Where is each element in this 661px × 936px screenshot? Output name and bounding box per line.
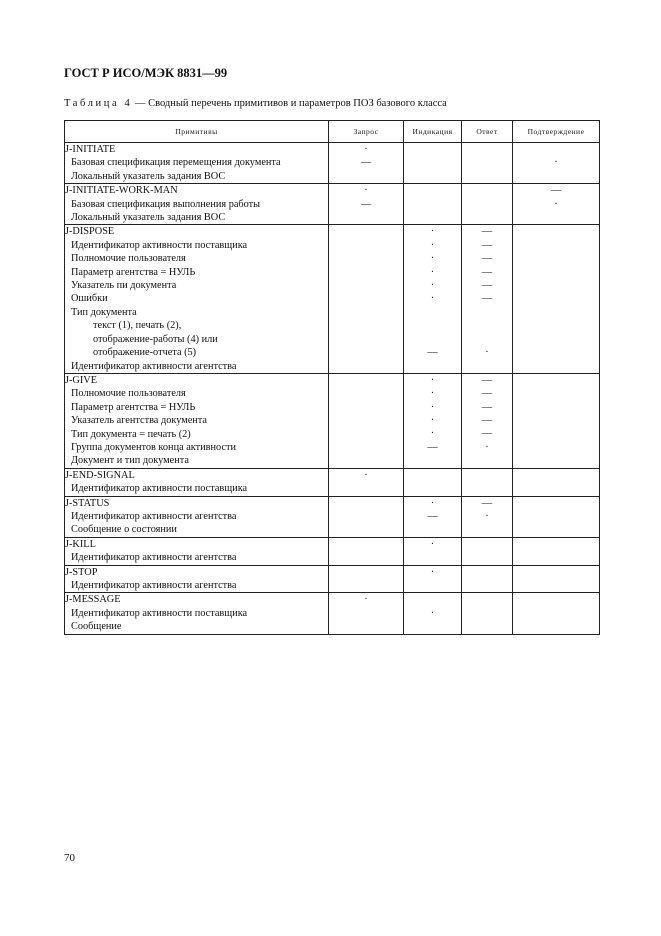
response-mark: — [481,266,493,278]
table-body [65,143,600,635]
request-mark [329,607,403,620]
parameter-name: Базовая спецификация выполнения работы [71,198,261,210]
table-caption-text: — Сводный перечень примитивов и параметров ПОЗ базового класса [132,98,447,109]
primitive-name: J-STATUS [65,497,110,509]
response-cell [462,184,513,225]
indication-mark [404,306,461,319]
response-mark: — [481,415,493,427]
confirmation-mark [513,538,599,551]
confirmation-mark [513,252,599,265]
indication-mark: — [427,346,438,358]
indication-cell [404,565,462,593]
response-mark: — [481,374,493,386]
response-mark [462,593,512,606]
column-header-confirmation: Подтверждение [513,121,600,143]
parameter-name: Сообщение [71,621,122,633]
request-mark [329,279,403,292]
confirmation-mark [513,374,599,387]
response-mark: — [481,280,493,291]
request-mark [329,306,403,319]
primitive-group-row [65,225,600,373]
primitive-cell [65,184,329,225]
response-cell [462,565,513,593]
confirmation-mark [513,387,599,400]
request-mark: · [364,594,368,606]
confirmation-mark [513,510,599,523]
primitive-name: J-END-SIGNAL [65,469,135,481]
parameter-subvalue: отображение-работы (4) или [93,333,218,345]
parameter-name: Параметр агентства = НУЛЬ [71,266,196,278]
confirmation-cell [513,537,600,565]
primitive-group-row [65,593,600,634]
indication-mark: · [430,428,435,440]
primitive-name: J-INITIATE-WORK-MAN [65,185,178,197]
parameter-name: Указатель агентства документа [71,415,208,427]
primitive-cell [65,593,329,634]
primitive-group-row [65,184,600,225]
request-mark [329,333,403,346]
request-mark [329,387,403,400]
request-mark [329,239,403,252]
indication-mark [404,319,461,332]
confirmation-cell [513,143,600,184]
table-caption [64,98,447,109]
primitive-group-row [65,565,600,593]
request-mark: · [364,469,368,481]
response-mark [462,156,512,169]
response-mark: — [481,428,493,440]
response-mark [462,143,512,156]
page-number: 70 [64,852,75,864]
table-caption-label: Таблица 4 [64,98,133,109]
parameter-subvalue: текст (1), печать (2), [93,320,182,332]
confirmation-mark [513,333,599,346]
request-cell [329,565,404,593]
parameter-name: Сообщение о состоянии [71,524,177,536]
parameter-name: Указатель пи документа [71,280,177,292]
confirmation-cell [513,593,600,634]
indication-cell [404,373,462,468]
column-header-primitives: Примитивы [65,121,329,143]
request-mark: — [360,198,372,210]
indication-mark: — [427,510,438,522]
parameter-subvalue: отображение-отчета (5) [93,347,197,359]
confirmation-mark: — [550,185,562,197]
indication-cell [404,143,462,184]
request-mark: · [364,185,368,197]
primitive-group-row [65,496,600,537]
request-cell [329,593,404,634]
response-mark: — [481,388,493,400]
response-cell [462,225,513,373]
request-mark [329,538,403,551]
request-mark [329,292,403,305]
confirmation-mark [513,239,599,252]
indication-mark [404,156,461,169]
parameter-name: Параметр агентства = НУЛЬ [71,401,196,413]
response-mark: · [485,346,489,358]
indication-cell [404,184,462,225]
request-mark [329,225,403,238]
column-header-request: Запрос [329,121,404,143]
parameter-name: Идентификатор активности поставщика [71,483,248,495]
primitive-cell [65,468,329,496]
column-header-indication: Индикация [404,121,462,143]
request-cell [329,537,404,565]
primitive-name: J-KILL [65,538,96,550]
response-mark: · [485,441,489,453]
indication-cell [404,496,462,537]
request-mark [329,252,403,265]
indication-mark [404,184,461,197]
indication-cell [404,537,462,565]
confirmation-mark [513,497,599,510]
parameter-name: Идентификатор активности агентства [71,510,237,522]
response-cell [462,143,513,184]
request-mark [329,510,403,523]
request-cell [329,225,404,373]
confirmation-mark [513,441,599,454]
parameter-name: Идентификатор активности агентства [71,552,237,564]
indication-mark: · [430,374,435,386]
indication-mark: · [430,293,435,305]
response-mark [462,538,512,551]
primitive-name: J-GIVE [65,374,98,386]
parameter-name: Ошибки [71,293,108,305]
column-header-response: Ответ [462,121,513,143]
response-mark [462,469,512,482]
indication-mark: · [430,226,435,238]
primitive-name: J-STOP [65,566,98,578]
response-mark [462,607,512,620]
request-mark [329,566,403,579]
parameter-name: Локальный указатель задания ВОС [71,212,226,224]
confirmation-mark [513,306,599,319]
request-mark [329,427,403,440]
response-cell [462,468,513,496]
primitive-group-row [65,468,600,496]
indication-mark: · [430,497,435,509]
parameter-name: Полномочие пользователя [71,253,186,265]
indication-mark: · [430,401,435,413]
table-header-row [65,121,600,143]
response-mark: — [481,293,493,305]
indication-mark: · [430,280,435,291]
response-mark [462,184,512,197]
request-cell [329,496,404,537]
primitive-name: J-DISPOSE [65,226,115,238]
response-mark: — [481,497,493,509]
primitive-cell [65,565,329,593]
request-cell [329,184,404,225]
confirmation-mark [513,266,599,279]
parameter-name: Полномочие пользователя [71,388,186,400]
response-cell [462,496,513,537]
confirmation-mark [513,143,599,156]
indication-mark: — [427,441,438,453]
parameter-name: Тип документа [71,306,137,318]
response-mark [462,306,512,319]
parameter-name: Идентификатор активности поставщика [71,239,248,251]
confirmation-mark [513,401,599,414]
indication-mark [404,469,461,482]
request-mark [329,414,403,427]
confirmation-mark [513,469,599,482]
confirmation-mark: · [554,198,558,210]
indication-mark: · [430,253,435,265]
parameter-name: Базовая спецификация перемещения документа [71,157,281,169]
confirmation-mark [513,427,599,440]
request-mark [329,441,403,454]
request-mark: · [364,144,368,155]
indication-mark: · [430,388,435,400]
primitive-group-row [65,143,600,184]
confirmation-mark [513,566,599,579]
document-header: ГОСТ Р ИСО/МЭК 8831—99 [64,66,228,80]
request-cell [329,468,404,496]
confirmation-cell [513,373,600,468]
parameter-name: Локальный указатель задания ВОС [71,170,226,182]
response-mark: — [481,226,493,238]
confirmation-cell [513,565,600,593]
primitive-cell [65,496,329,537]
primitive-cell [65,143,329,184]
confirmation-cell [513,184,600,225]
parameter-name: Идентификатор активности агентства [71,580,237,591]
confirmation-mark [513,319,599,332]
confirmation-cell [513,225,600,373]
indication-mark [404,333,461,346]
request-mark [329,497,403,510]
indication-mark: · [430,566,435,578]
request-mark [329,374,403,387]
confirmation-mark [513,607,599,620]
response-mark: · [485,510,489,522]
primitive-group-row [65,373,600,468]
primitives-table [64,120,600,635]
request-cell [329,143,404,184]
response-cell [462,593,513,634]
confirmation-mark [513,225,599,238]
primitive-name: J-INITIATE [65,144,116,155]
parameter-name: Группа документов конца активности [71,441,237,453]
parameter-name: Идентификатор активности поставщика [71,607,248,619]
parameter-name: Тип документа = печать (2) [71,428,191,440]
primitive-cell [65,373,329,468]
request-mark [329,319,403,332]
confirmation-cell [513,496,600,537]
response-mark: — [481,401,493,413]
confirmation-mark: · [554,157,558,169]
indication-cell [404,593,462,634]
request-mark [329,401,403,414]
indication-mark: · [430,266,435,278]
response-mark [462,566,512,579]
confirmation-cell [513,468,600,496]
indication-mark: · [430,607,435,619]
primitive-group-row [65,537,600,565]
indication-cell [404,225,462,373]
response-cell [462,537,513,565]
request-mark: — [360,157,372,169]
indication-mark [404,143,461,156]
indication-mark: · [430,239,435,251]
confirmation-mark [513,279,599,292]
parameter-name: Идентификатор активности агентства [71,360,237,372]
response-mark: — [481,239,493,251]
confirmation-mark [513,346,599,359]
response-mark [462,319,512,332]
request-mark [329,346,403,359]
indication-mark: · [430,538,435,550]
indication-mark: · [430,415,435,427]
primitive-name: J-MESSAGE [65,594,121,606]
confirmation-mark [513,414,599,427]
response-cell [462,373,513,468]
response-mark [462,198,512,211]
indication-mark [404,198,461,211]
indication-cell [404,468,462,496]
confirmation-mark [513,593,599,606]
indication-mark [404,593,461,606]
parameter-name: Документ и тип документа [71,455,189,467]
response-mark [462,333,512,346]
request-cell [329,373,404,468]
primitive-cell [65,225,329,373]
response-mark: — [481,253,493,265]
request-mark [329,266,403,279]
primitive-cell [65,537,329,565]
confirmation-mark [513,292,599,305]
